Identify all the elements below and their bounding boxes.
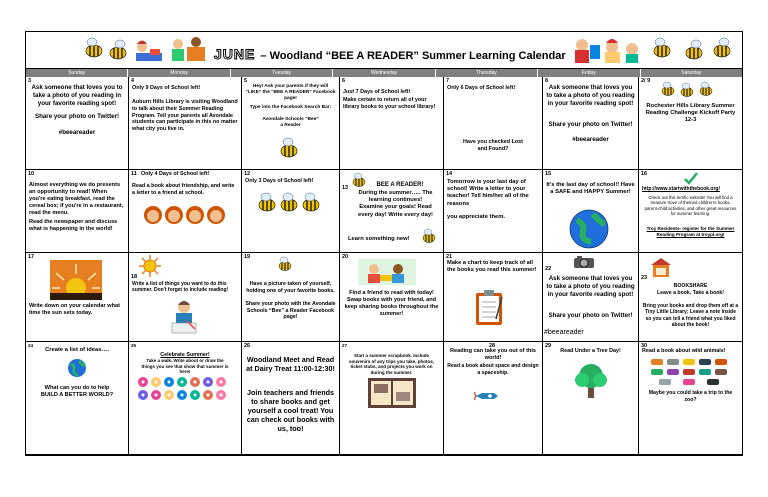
day-text: Write a list of things you want to do this summer. Don't forget to include reading!	[132, 281, 229, 294]
month-label: JUNE	[214, 46, 256, 62]
day-text: Share your photo on Twitter!	[548, 121, 633, 128]
day-number: 20	[342, 254, 349, 260]
day-text: Ask someone that loves you to take a photo of you reading in your favorite reading spot!	[546, 84, 635, 107]
title-bar	[26, 32, 742, 69]
weekday-tuesday: Tuesday	[231, 69, 333, 77]
calendar	[25, 31, 743, 456]
day-text: Auburn Hills Library is visiting Woodland to talk about their Summer Reading Program. Tell your parents all Avondale students can participate in this no matter what city you live in.	[132, 99, 238, 132]
day-cell-23	[639, 253, 742, 342]
day-cell-11	[129, 170, 242, 253]
day-cell-7	[444, 77, 543, 170]
day-number: 24	[28, 343, 34, 348]
day-number: 23	[641, 275, 648, 281]
weekday-monday: Monday	[128, 69, 230, 77]
writing-kid-icon	[167, 299, 201, 338]
day-cell-19	[242, 253, 340, 342]
day-text: Type into the Facebook Search Bar:	[249, 105, 332, 110]
day-text: Start a summer scrapbook. Include souvenirs of any trips you take, photos, ticket stubs, and projects you work on during the summer.	[348, 353, 435, 375]
title-text: – Woodland “BEE A READER” Summer Learning Calendar	[257, 50, 566, 62]
day-number: 26	[244, 343, 251, 349]
day-text: Read a book about wild animals!	[642, 348, 726, 354]
event-title: Woodland Meet and Read at Dairy Treat 11:00-12:30!	[246, 355, 335, 373]
day-number: 2/ 9	[641, 78, 651, 84]
animals-icon	[649, 357, 729, 390]
day-text: Reading can take you out of this world!	[449, 348, 537, 361]
tree-icon	[573, 362, 609, 403]
day-cell-27	[340, 342, 444, 455]
day-text: Take a walk. Write about or draw the things you see that show that summer is here!	[141, 358, 229, 375]
bees-icon	[659, 81, 715, 102]
day-text: Create a list of ideas….	[45, 347, 109, 353]
day-cell-12	[242, 170, 340, 253]
day-number: 10	[28, 171, 35, 177]
day-text: Write down on your calendar what time the sun sets today.	[29, 303, 120, 316]
weekday-saturday: Saturday	[681, 70, 702, 76]
day-text: Tomorrow is your last day of school! Write a letter to your teacher! Tell him/her all of the reasons	[447, 179, 529, 207]
day-cell-26	[242, 342, 340, 455]
day-cell-30	[639, 342, 742, 455]
reading-kids-right-icon	[572, 35, 642, 72]
day-cell-13	[340, 170, 444, 253]
day-text: BEE A READER!	[376, 182, 424, 188]
day-cell-5	[242, 77, 340, 170]
day-text: Have you checked Lost and Found?	[463, 139, 523, 152]
bees-icon	[256, 192, 322, 217]
day-text: Bring your books and drop them off at a Tiny Little Library; Leave a note inside so you can tell a friend what you liked about the book!	[642, 303, 739, 328]
scrapbook-icon	[368, 378, 416, 411]
day-cell-20	[340, 253, 444, 342]
day-text: Only 3 Days of School left!	[245, 178, 314, 184]
day-number: 18	[131, 274, 138, 280]
rocket-icon	[474, 389, 500, 406]
day-number: 12	[244, 171, 251, 177]
weekday-header	[26, 69, 742, 77]
day-text: Check out this terrific website! You will find a treasure trove of themed children's books, parent-child activities, and other great resources for summer learning.	[644, 195, 737, 217]
day-cell-25	[129, 342, 242, 455]
day-number: 8	[545, 78, 549, 84]
day-number: 28	[489, 343, 496, 349]
day-text: Avondale Schools “Bee” a Reader	[262, 117, 319, 128]
day-text: Read a book about space and design a spaceship.	[447, 363, 539, 376]
bees-right-icon	[646, 35, 736, 70]
flowers-icon	[135, 375, 235, 414]
day-cell-4	[129, 77, 242, 170]
day-text: Have a picture taken of yourself, holding one of your favorite books.	[246, 281, 335, 294]
day-text: Read a book about friendship, and write a letter to a friend at school.	[132, 183, 235, 196]
day-number: 19	[244, 254, 251, 260]
day-cell-18	[129, 253, 242, 342]
day-text: Celebrate Summer!	[160, 352, 210, 358]
day-text: Hey! Ask your parents if they will “LIKE” the “BEE A READER” Facebook page!	[245, 84, 336, 101]
day-number: 13	[342, 185, 349, 191]
day-cell-3	[26, 77, 129, 170]
bee-icon	[420, 228, 438, 247]
day-number: 29	[545, 343, 552, 349]
day-text: Almost everything we do presents an opportunity to read! When you're eating breakfast, read the cereal box; if you're in a restaurant, read the menu.	[29, 182, 124, 216]
day-text: #beeareader	[544, 329, 584, 336]
day-cell-14	[444, 170, 543, 253]
day-text: Only 9 Days of School left!	[132, 85, 201, 91]
day-number: 17	[28, 254, 35, 260]
reading-kids-icon	[132, 35, 210, 72]
day-number: 5	[244, 78, 248, 84]
day-number: 11	[131, 171, 137, 177]
day-text: It's the last day of school!! Have a SAFE and HAPPY Summer!	[546, 182, 635, 196]
day-text: Read the newspaper and discuss what is happening in the world!	[29, 219, 118, 232]
friends-reading-icon	[356, 257, 418, 290]
day-text: Learn something new!	[348, 236, 410, 242]
day-number: 27	[342, 343, 348, 348]
day-text: Make a chart to keep track of all the books you read this summer!	[447, 260, 537, 274]
day-number: 3	[28, 78, 32, 84]
bee-icon	[276, 256, 294, 275]
day-cell-10	[26, 170, 129, 253]
day-text[interactable]: Troy Residents- register for the Summer Reading Program at troypl.org!	[646, 226, 735, 237]
weekday-sunday: Sunday	[26, 69, 128, 77]
day-text: Read Under a Tree Day!	[560, 348, 621, 354]
day-text: Make certain to return all of your library books to your school library!	[343, 97, 436, 110]
day-cell-17	[26, 253, 129, 342]
day-text: you appreciate them.	[447, 214, 505, 220]
day-text: Ask someone that loves you to take a photo of you reading in your favorite reading spot!	[31, 84, 123, 107]
calendar-grid	[26, 77, 742, 455]
day-number: 14	[446, 171, 453, 177]
day-cell-24	[26, 342, 129, 455]
day-cell-28	[444, 342, 543, 455]
day-cell-29	[543, 342, 639, 455]
day-number: 15	[545, 171, 552, 177]
day-cell-6	[340, 77, 444, 170]
day-cell-8	[543, 77, 639, 170]
clipboard-chart-icon	[474, 289, 506, 330]
day-text: Find a friend to read with today! Swap books with your friend, and keep sharing books throughout the summer!	[344, 290, 439, 317]
day-text: Just 7 Days of School left!	[343, 89, 411, 95]
sunset-icon	[50, 260, 102, 303]
day-cell-15	[543, 170, 639, 253]
weekday-wednesday: Wednesday	[333, 69, 435, 77]
day-number: 30	[641, 343, 648, 349]
day-text: Share your photo with the Avondale Schools “Bee” a Reader Facebook page!	[245, 301, 336, 321]
day-text: During the summer….. The learning continues! Examine your goals! Read every day! Write every day!	[358, 190, 433, 218]
day-number: 7	[446, 78, 450, 84]
camera-icon	[573, 255, 595, 272]
day-cell-16	[639, 170, 742, 253]
day-text: #beeareader	[572, 136, 609, 143]
day-cell-9	[639, 77, 742, 170]
bee-icon	[82, 35, 130, 70]
sun-icon	[139, 255, 161, 280]
day-cell-22	[543, 253, 639, 342]
bee-icon	[278, 137, 300, 162]
day-text: Only 6 Days of School left!	[447, 85, 516, 91]
day-text: Share your photo on Twitter!	[548, 312, 633, 319]
day-text: Share your photo on Twitter!	[34, 113, 120, 120]
day-number: 22	[545, 266, 552, 272]
day-text: BOOKSHARE	[673, 283, 708, 289]
day-number: 25	[131, 343, 137, 348]
day-number: 6	[342, 78, 346, 84]
day-text: Join teachers and friends to share books and get yourself a cool treat! You can check out books with us, too!	[246, 388, 335, 433]
day-text: Rochester Hills Library Summer Reading Challenge Kickoff Party 12-3	[645, 103, 736, 124]
weekday-thursday: Thursday	[436, 69, 538, 77]
day-number: 21	[446, 254, 453, 260]
globe-icon	[66, 358, 88, 381]
day-text: Only 4 Days of School left!	[141, 171, 210, 177]
day-text: What can you do to help BUILD A BETTER WORLD?	[40, 385, 114, 398]
weekday-friday: Friday	[538, 69, 640, 77]
day-text: Leave a book, Take a book!	[656, 290, 725, 296]
globe-icon	[567, 208, 611, 253]
day-number: 4	[131, 78, 135, 84]
day-text: #beeareader	[58, 129, 96, 136]
day-number: 16	[641, 171, 648, 177]
website-link[interactable]: http://www.startwiththebook.org/	[642, 186, 720, 192]
friends-icon	[143, 203, 227, 230]
day-text: Ask someone that loves you to take a photo of you reading in your favorite reading spot!	[546, 275, 635, 298]
day-cell-21	[444, 253, 543, 342]
day-text: Maybe you could take a trip to the zoo?	[648, 390, 733, 403]
page-title	[214, 46, 566, 62]
library-box-icon	[649, 256, 673, 281]
